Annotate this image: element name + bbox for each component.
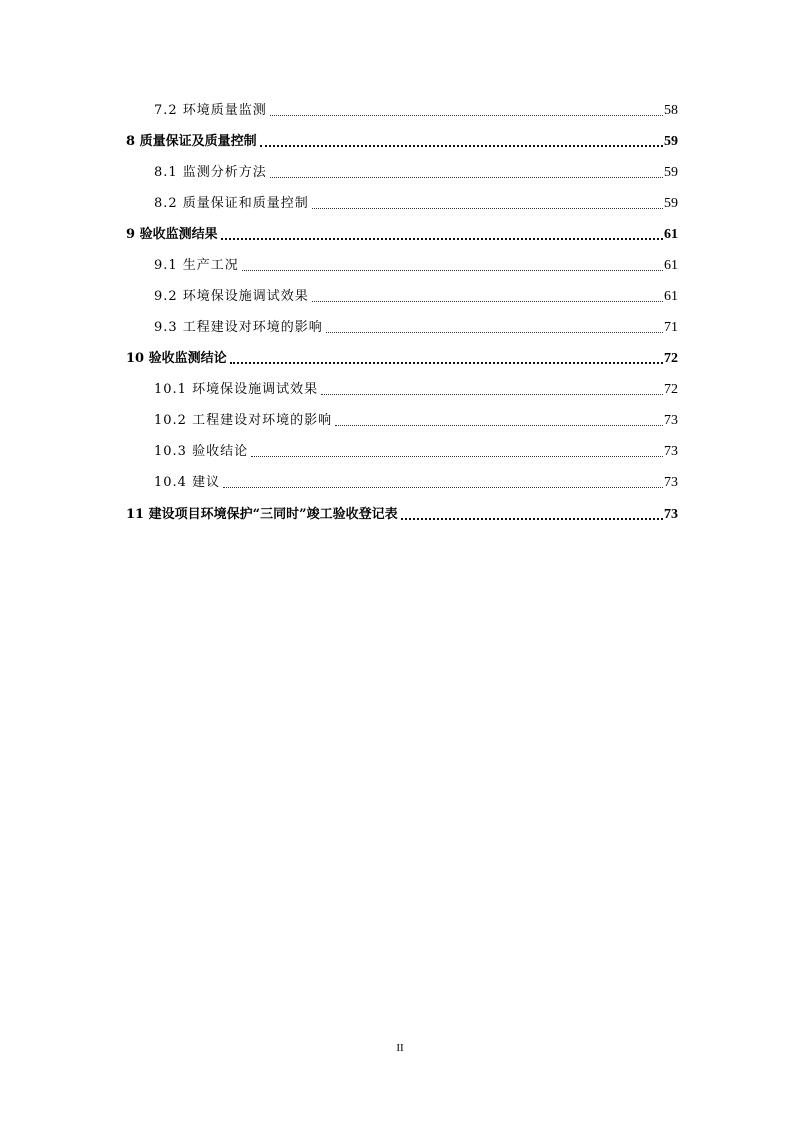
toc-entry-title: 7.2 环境质量监测	[154, 103, 267, 118]
toc-leader	[312, 207, 663, 209]
toc-entry-page: 71	[664, 320, 678, 335]
toc-entry-title: 10.3 验收结论	[154, 444, 249, 459]
toc-entry-title: 9.2 环境保设施调试效果	[154, 289, 309, 304]
toc-entry-title: 10.2 工程建设对环境的影响	[154, 413, 333, 428]
toc-entry-page: 59	[664, 196, 678, 211]
toc-leader	[326, 331, 663, 333]
toc-entry-8-1[interactable]	[154, 161, 678, 181]
toc-entry-9-3[interactable]	[154, 316, 678, 336]
toc-entry-title: 8.1 监测分析方法	[154, 165, 267, 180]
toc-leader	[230, 361, 663, 364]
toc-entry-title: 9.3 工程建设对环境的影响	[154, 320, 323, 335]
toc-leader	[401, 517, 663, 520]
toc-entry-title: 8 质量保证及质量控制	[126, 134, 257, 149]
toc-leader	[242, 269, 663, 271]
toc-leader	[312, 300, 663, 302]
toc-leader	[260, 144, 663, 147]
toc-entry-page: 61	[664, 258, 678, 273]
toc-entry-11[interactable]	[126, 503, 678, 523]
toc-entry-title: 10.1 环境保设施调试效果	[154, 382, 319, 397]
toc-entry-title: 11 建设项目环境保护“三同时”竣工验收登记表	[126, 507, 398, 522]
toc-entry-9-2[interactable]	[154, 285, 678, 305]
toc-entry-10-3[interactable]	[154, 440, 678, 460]
toc-entry-page: 59	[664, 134, 678, 149]
toc-leader	[251, 455, 663, 457]
toc-entry-page: 73	[664, 444, 678, 459]
toc-entry-title: 10.4 建议	[154, 475, 221, 490]
toc-entry-10-4[interactable]	[154, 471, 678, 491]
toc-leader	[221, 237, 663, 240]
toc-entry-page: 72	[664, 351, 678, 366]
toc-entry-10-1[interactable]	[154, 378, 678, 398]
toc-entry-page: 59	[664, 165, 678, 180]
toc-leader	[335, 424, 663, 426]
toc-entry-page: 73	[664, 413, 678, 428]
toc-entry-page: 72	[664, 382, 678, 397]
page-number: II	[396, 1042, 404, 1054]
toc-entry-page: 73	[664, 475, 678, 490]
toc-entry-9-1[interactable]	[154, 254, 678, 274]
toc-entry-10[interactable]	[126, 347, 678, 367]
toc-entry-9[interactable]	[126, 223, 678, 243]
toc-entry-page: 58	[664, 103, 678, 118]
toc-entry-title: 9 验收监测结果	[126, 227, 218, 242]
toc-entry-8-2[interactable]	[154, 192, 678, 212]
toc-entry-7-2[interactable]	[154, 99, 678, 119]
toc-entry-title: 9.1 生产工况	[154, 258, 239, 273]
toc-entry-title: 10 验收监测结论	[126, 351, 227, 366]
toc-leader	[270, 176, 663, 178]
toc-leader	[223, 486, 663, 488]
toc-entry-title: 8.2 质量保证和质量控制	[154, 196, 309, 211]
toc-entry-page: 61	[664, 227, 678, 242]
toc-entry-page: 61	[664, 289, 678, 304]
toc-leader	[270, 114, 663, 116]
toc-entry-10-2[interactable]	[154, 409, 678, 429]
toc-entry-page: 73	[664, 507, 678, 522]
toc-leader	[321, 393, 663, 395]
toc-entry-8[interactable]	[126, 130, 678, 150]
